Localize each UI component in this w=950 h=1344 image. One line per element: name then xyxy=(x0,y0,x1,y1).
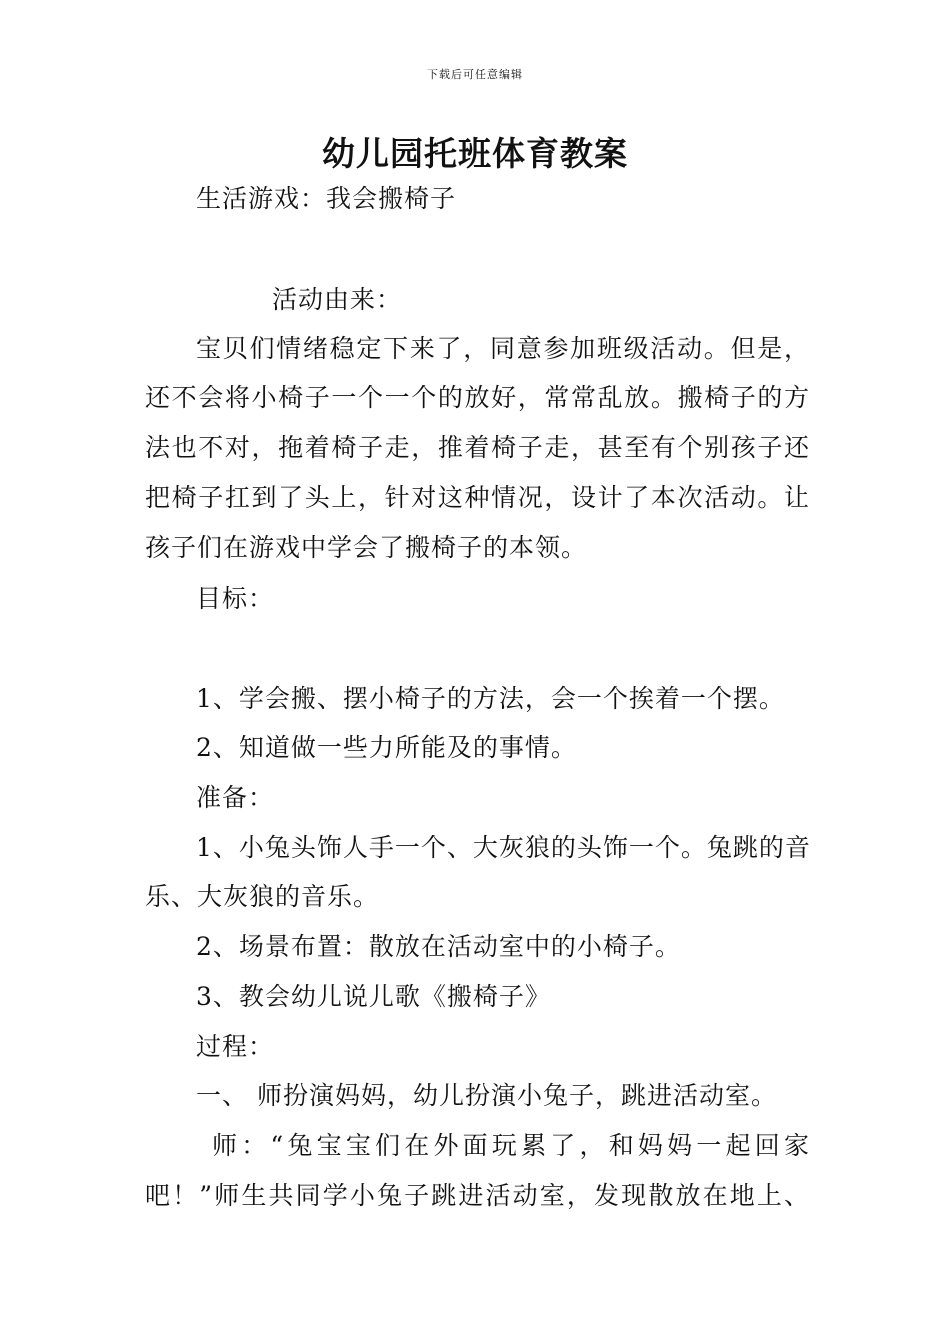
paragraph-line: 法也不对，拖着椅子走，推着椅子走，甚至有个别孩子还 xyxy=(145,433,810,462)
header-note: 下载后可任意编辑 xyxy=(427,68,523,81)
list-item: 1、小兔头饰人手一个、大灰狼的头饰一个。兔跳的音 xyxy=(196,833,811,862)
section-heading-process: 过程： xyxy=(196,1032,275,1061)
paragraph-line: 师：“兔宝宝们在外面玩累了，和妈妈一起回家 xyxy=(212,1131,810,1160)
paragraph-line: 宝贝们情绪稳定下来了，同意参加班级活动。但是， xyxy=(196,334,810,363)
section-heading-origin: 活动由来： xyxy=(272,285,403,314)
list-item: 3、教会幼儿说儿歌《搬椅子》 xyxy=(196,982,551,1011)
section-heading-preparation: 准备： xyxy=(196,783,275,812)
list-item: 2、场景布置：散放在活动室中的小椅子。 xyxy=(196,932,681,961)
subtitle-line: 生活游戏：我会搬椅子 xyxy=(196,184,457,213)
paragraph-line: 还不会将小椅子一个一个的放好，常常乱放。搬椅子的方 xyxy=(145,383,810,412)
paragraph-line: 乐、大灰狼的音乐。 xyxy=(145,882,380,911)
paragraph-line: 孩子们在游戏中学会了搬椅子的本领。 xyxy=(145,533,588,562)
paragraph-line: 把椅子扛到了头上，针对这种情况，设计了本次活动。让 xyxy=(145,483,810,512)
document-title: 幼儿园托班体育教案 xyxy=(322,134,628,173)
list-item: 一、 师扮演妈妈，幼儿扮演小兔子，跳进活动室。 xyxy=(196,1081,777,1110)
list-item: 1、学会搬、摆小椅子的方法，会一个挨着一个摆。 xyxy=(196,684,785,713)
paragraph-line: 吧！”师生共同学小兔子跳进活动室，发现散放在地上、 xyxy=(145,1181,810,1210)
list-item: 2、知道做一些力所能及的事情。 xyxy=(196,733,577,762)
section-heading-goals: 目标： xyxy=(196,584,275,613)
